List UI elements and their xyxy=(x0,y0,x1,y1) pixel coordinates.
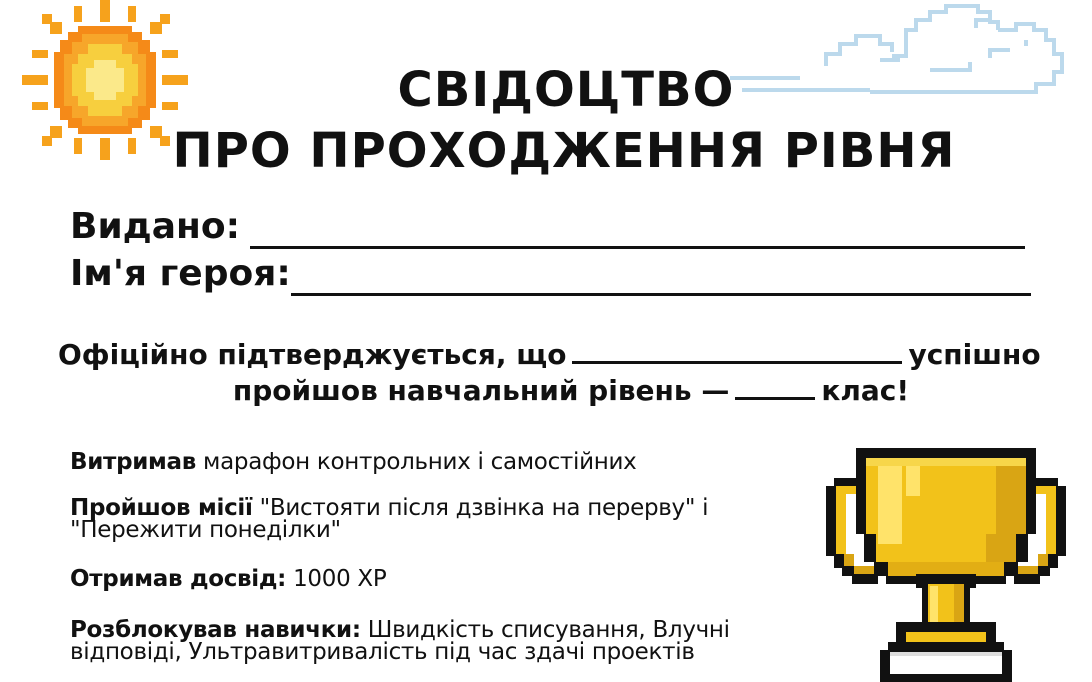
issued-to-field xyxy=(70,205,1025,249)
student-name-blank xyxy=(572,335,902,364)
issued-to-label: Видано: xyxy=(70,206,241,247)
achievement-text: марафон контрольних і самостійних xyxy=(196,449,637,475)
confirmation-line-1 xyxy=(58,335,1092,373)
achievement-item xyxy=(70,497,830,541)
confirmation-success: успішно xyxy=(908,338,1041,371)
hero-name-field xyxy=(70,252,1031,296)
achievement-label: Отримав досвід: xyxy=(70,566,287,592)
grade-blank xyxy=(735,371,815,400)
achievement-item xyxy=(70,568,830,590)
hero-name-label: Ім'я героя: xyxy=(70,253,291,294)
confirmation-class: клас! xyxy=(821,374,910,407)
achievement-item xyxy=(70,619,830,663)
achievement-label: Розблокував навички: xyxy=(70,617,361,643)
achievement-item xyxy=(70,451,830,473)
pixel-trophy-icon xyxy=(826,448,1066,682)
certificate-subtitle: ПРО ПРОХОДЖЕННЯ РІВНЯ xyxy=(172,123,956,179)
achievement-label: Витримав xyxy=(70,449,197,475)
confirmation-text-start: Офіційно підтверджується, що xyxy=(58,338,567,371)
hero-name-blank-line xyxy=(291,259,1031,296)
confirmation-level-text: пройшов навчальний рівень — xyxy=(232,374,730,407)
achievement-text: 1000 XP xyxy=(286,566,387,592)
achievement-text: Швидкість списування, Влучні відповіді, Ультравитривалість під час здачі проектів xyxy=(70,617,730,665)
achievement-label: Пройшов місії xyxy=(70,495,253,521)
issued-to-blank-line xyxy=(250,212,1025,249)
achievement-text: "Вистояти після дзвінка на перерву" і "Пережити понеділки" xyxy=(70,495,709,543)
confirmation-line-2 xyxy=(25,371,1092,409)
certificate-title: СВІДОЦТВО xyxy=(397,62,735,118)
